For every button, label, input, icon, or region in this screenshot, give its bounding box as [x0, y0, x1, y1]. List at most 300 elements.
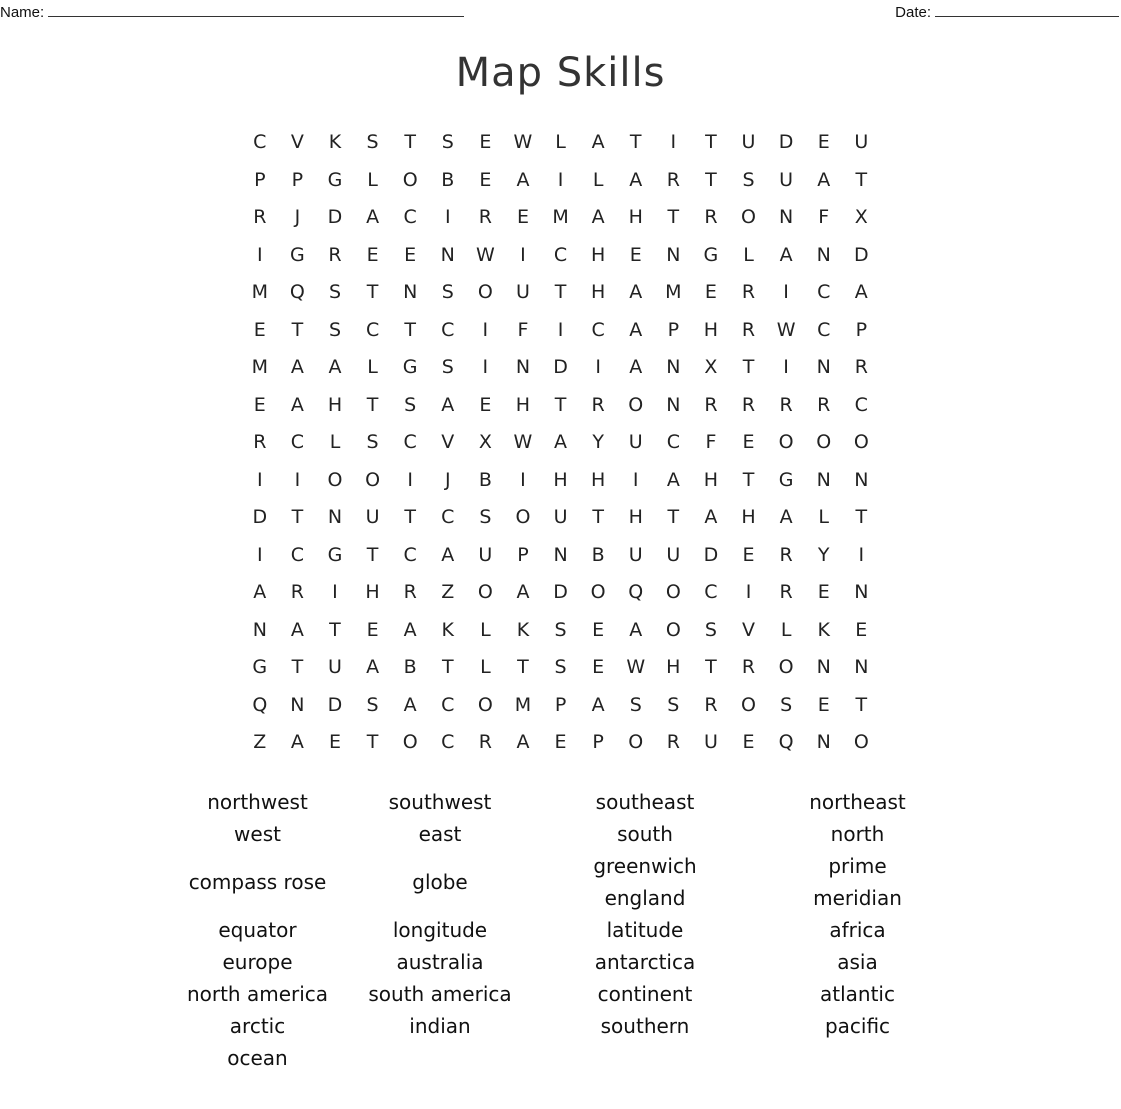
grid-letter: I — [520, 243, 526, 266]
grid-letter: O — [515, 506, 531, 528]
grid-row — [241, 312, 881, 350]
grid-letter: F — [517, 318, 529, 341]
grid-letter: L — [367, 356, 378, 378]
grid-letter: E — [855, 618, 868, 641]
grid-letter: V — [441, 431, 455, 453]
grid-letter: N — [403, 281, 418, 303]
grid-letter: A — [516, 581, 530, 603]
grid-row — [241, 349, 881, 387]
date-label: Date: — [895, 4, 931, 21]
grid-letter: P — [855, 318, 868, 341]
grid-letter: E — [328, 731, 341, 753]
grid-letter: E — [479, 393, 492, 416]
word-list-item — [160, 946, 355, 978]
grid-letter: G — [290, 243, 305, 266]
grid-letter: U — [854, 131, 869, 153]
grid-letter: S — [441, 356, 454, 378]
grid-letter: O — [327, 468, 343, 491]
grid-letter: F — [705, 431, 717, 453]
grid-letter: O — [853, 431, 869, 453]
word-row — [160, 946, 960, 978]
grid-letter: C — [817, 318, 831, 341]
grid-letter: Q — [778, 731, 794, 753]
grid-letter: R — [741, 281, 756, 303]
grid-letter: C — [365, 318, 380, 341]
grid-letter: N — [816, 656, 831, 678]
grid-letter: M — [665, 281, 682, 303]
grid-letter: B — [403, 656, 417, 678]
grid-letter: S — [404, 393, 417, 416]
grid-letter: P — [254, 168, 266, 191]
grid-letter: A — [591, 693, 605, 716]
word-list-item — [160, 978, 355, 1010]
word-text: northeast — [809, 790, 906, 814]
grid-letter: R — [741, 393, 756, 416]
grid-letter: P — [667, 318, 680, 341]
grid-letter: D — [778, 131, 794, 153]
word-list-item — [355, 850, 525, 914]
grid-row — [241, 124, 881, 162]
grid-letter: W — [513, 431, 533, 453]
grid-letter: T — [855, 168, 868, 191]
grid-letter: I — [858, 543, 865, 566]
word-text: east — [418, 822, 462, 846]
grid-letter: S — [554, 618, 567, 641]
grid-letter: O — [477, 581, 493, 603]
word-text: australia — [396, 950, 484, 974]
grid-letter: H — [553, 468, 568, 491]
grid-row — [241, 237, 881, 275]
word-list-item — [160, 1042, 355, 1074]
word-list-item — [355, 818, 525, 850]
word-text: ocean — [227, 1046, 288, 1070]
grid-letter: I — [332, 581, 338, 603]
grid-letter: N — [666, 393, 681, 416]
grid-letter: T — [404, 131, 416, 153]
grid-letter: C — [817, 281, 831, 303]
grid-letter: S — [441, 281, 454, 303]
grid-letter: O — [816, 431, 832, 453]
grid-letter: R — [478, 206, 492, 228]
grid-letter: O — [778, 656, 794, 678]
word-list-item — [355, 786, 525, 818]
grid-letter: T — [592, 506, 604, 528]
grid-letter: Q — [252, 693, 268, 716]
grid-letter: H — [590, 281, 606, 303]
grid-letter: A — [441, 393, 455, 416]
grid-letter: O — [402, 168, 418, 191]
word-list-item — [765, 946, 950, 978]
grid-letter: G — [778, 468, 794, 491]
grid-letter: L — [780, 618, 792, 641]
grid-letter: E — [817, 581, 830, 603]
word-text: north america — [186, 982, 329, 1006]
grid-letter: S — [667, 693, 680, 716]
grid-letter: I — [294, 468, 301, 491]
word-list-item — [765, 850, 950, 914]
grid-letter: L — [592, 168, 604, 191]
word-list-item — [765, 978, 950, 1010]
word-text: equator — [218, 918, 297, 942]
word-text: north — [830, 822, 885, 846]
grid-letter: W — [513, 131, 533, 153]
grid-letter: I — [745, 581, 752, 603]
grid-letter: R — [328, 243, 342, 266]
word-list-item — [765, 914, 950, 946]
grid-letter: A — [666, 468, 680, 491]
grid-letter: C — [666, 431, 680, 453]
grid-letter: R — [779, 543, 793, 566]
word-list-item — [160, 850, 355, 914]
grid-letter: O — [665, 581, 681, 603]
grid-letter: G — [252, 656, 268, 678]
word-text: africa — [829, 918, 886, 942]
grid-letter: I — [444, 206, 451, 228]
grid-letter: Q — [289, 281, 305, 303]
grid-letter: A — [516, 731, 530, 753]
grid-letter: E — [554, 731, 567, 753]
grid-letter: U — [553, 506, 568, 528]
grid-letter: H — [666, 656, 681, 678]
grid-letter: A — [441, 543, 455, 566]
word-list-item — [160, 818, 355, 850]
grid-letter: I — [482, 318, 489, 341]
word-list-item — [355, 946, 525, 978]
word-text: south america — [368, 982, 512, 1006]
grid-letter: J — [444, 468, 451, 491]
grid-letter: C — [441, 506, 455, 528]
grid-letter: I — [407, 468, 413, 491]
grid-letter: U — [628, 543, 643, 566]
grid-letter: P — [592, 731, 604, 753]
grid-letter: P — [291, 168, 304, 191]
grid-letter: E — [742, 731, 755, 753]
grid-letter: D — [853, 243, 869, 266]
grid-letter: A — [591, 206, 605, 228]
grid-letter: M — [514, 693, 532, 716]
word-text: southern — [600, 1014, 690, 1038]
grid-letter: R — [290, 581, 304, 603]
word-text: west — [234, 822, 281, 846]
grid-letter: S — [441, 131, 454, 153]
word-row — [160, 1042, 960, 1074]
word-list-item — [525, 978, 765, 1010]
grid-letter: L — [367, 168, 378, 191]
word-text: england — [604, 886, 686, 910]
word-text: greenwich — [593, 854, 697, 878]
grid-letter: H — [628, 206, 643, 228]
grid-letter: N — [327, 506, 343, 528]
grid-letter: C — [403, 206, 417, 228]
name-blank-line — [48, 4, 464, 17]
grid-letter: I — [520, 468, 526, 491]
word-list-item — [765, 786, 950, 818]
grid-letter: N — [290, 693, 305, 716]
grid-row — [241, 499, 881, 537]
grid-row — [241, 462, 881, 500]
grid-letter: N — [816, 731, 831, 753]
grid-letter: A — [403, 618, 417, 641]
grid-letter: S — [366, 431, 379, 453]
grid-letter: A — [516, 168, 530, 191]
grid-letter: B — [478, 468, 492, 491]
word-text: antarctica — [594, 950, 696, 974]
grid-letter: A — [629, 318, 643, 341]
grid-letter: S — [742, 168, 755, 191]
grid-letter: T — [742, 468, 755, 491]
grid-letter: T — [291, 656, 304, 678]
grid-letter: G — [402, 356, 418, 378]
grid-letter: N — [816, 356, 831, 378]
grid-letter: N — [515, 356, 531, 378]
grid-letter: E — [366, 618, 379, 641]
grid-letter: T — [441, 656, 454, 678]
grid-letter: N — [854, 656, 869, 678]
grid-letter: N — [252, 618, 267, 641]
grid-letter: E — [742, 431, 755, 453]
grid-letter: L — [743, 243, 754, 266]
word-row — [160, 978, 960, 1010]
grid-letter: E — [817, 693, 830, 716]
grid-letter: W — [626, 656, 646, 678]
grid-letter: T — [629, 131, 642, 153]
grid-letter: I — [557, 168, 564, 191]
grid-letter: H — [515, 393, 531, 416]
word-list — [160, 786, 960, 1074]
grid-letter: S — [554, 656, 567, 678]
grid-letter: T — [855, 506, 868, 528]
grid-letter: O — [365, 468, 381, 491]
grid-letter: A — [403, 693, 417, 716]
grid-letter: H — [327, 393, 343, 416]
grid-row — [241, 387, 881, 425]
grid-letter: L — [555, 131, 566, 153]
grid-letter: A — [817, 168, 831, 191]
grid-letter: U — [628, 431, 643, 453]
grid-letter: D — [553, 356, 568, 378]
grid-letter: N — [666, 356, 681, 378]
grid-letter: E — [516, 206, 529, 228]
grid-letter: E — [629, 243, 642, 266]
grid-letter: O — [477, 693, 493, 716]
grid-letter: A — [366, 206, 380, 228]
grid-row — [241, 687, 881, 725]
grid-letter: S — [328, 318, 342, 341]
grid-letter: T — [366, 731, 379, 753]
word-text: pacific — [824, 1014, 891, 1038]
grid-letter: A — [290, 393, 304, 416]
grid-letter: D — [327, 206, 343, 228]
grid-letter: K — [441, 618, 454, 641]
grid-letter: R — [666, 731, 680, 753]
grid-letter: G — [327, 168, 343, 191]
letter-grid — [241, 124, 881, 762]
grid-letter: E — [592, 618, 605, 641]
grid-letter: B — [591, 543, 605, 566]
grid-letter: I — [595, 356, 601, 378]
grid-letter: R — [817, 393, 831, 416]
grid-letter: H — [590, 468, 606, 491]
grid-letter: R — [704, 393, 718, 416]
grid-letter: C — [441, 693, 455, 716]
word-row — [160, 850, 960, 914]
grid-letter: O — [628, 731, 644, 753]
word-text: europe — [222, 950, 293, 974]
grid-letter: Y — [817, 543, 830, 566]
grid-letter: R — [253, 431, 267, 453]
grid-letter: E — [479, 168, 492, 191]
grid-letter: S — [704, 618, 717, 641]
grid-letter: E — [817, 131, 830, 153]
grid-letter: C — [403, 543, 417, 566]
grid-letter: C — [704, 581, 718, 603]
grid-letter: U — [703, 731, 718, 753]
word-list-item — [355, 978, 525, 1010]
grid-letter: U — [365, 506, 380, 528]
grid-letter: P — [554, 693, 567, 716]
grid-letter: T — [517, 656, 529, 678]
grid-letter: C — [441, 731, 455, 753]
word-text: northwest — [207, 790, 308, 814]
grid-letter: S — [328, 281, 342, 303]
grid-letter: I — [670, 131, 677, 153]
word-text: indian — [409, 1014, 471, 1038]
word-list-item — [160, 786, 355, 818]
word-text: longitude — [392, 918, 488, 942]
grid-letter: R — [741, 656, 756, 678]
grid-letter: A — [779, 243, 793, 266]
word-text: prime — [828, 854, 887, 878]
grid-letter: U — [666, 543, 681, 566]
grid-letter: E — [704, 281, 717, 303]
grid-letter: N — [854, 581, 869, 603]
grid-letter: D — [327, 693, 343, 716]
grid-letter: L — [818, 506, 829, 528]
word-text: asia — [837, 950, 878, 974]
grid-letter: A — [290, 356, 304, 378]
word-row — [160, 914, 960, 946]
grid-letter: T — [291, 506, 304, 528]
grid-letter: E — [253, 393, 266, 416]
grid-letter: H — [628, 506, 643, 528]
word-text: latitude — [606, 918, 684, 942]
grid-letter: A — [629, 168, 643, 191]
grid-row — [241, 612, 881, 650]
grid-letter: G — [703, 243, 719, 266]
word-list-item — [525, 1010, 765, 1042]
grid-letter: A — [290, 731, 304, 753]
grid-letter: A — [854, 281, 868, 303]
grid-letter: O — [402, 731, 418, 753]
grid-letter: O — [741, 693, 756, 716]
word-text: globe — [412, 870, 468, 894]
grid-letter: X — [854, 206, 868, 228]
grid-letter: A — [253, 581, 267, 603]
grid-letter: N — [440, 243, 455, 266]
grid-letter: M — [251, 356, 268, 378]
grid-letter: M — [251, 281, 268, 303]
word-list-item — [355, 914, 525, 946]
grid-letter: R — [779, 581, 793, 603]
grid-letter: N — [816, 468, 831, 491]
grid-letter: I — [632, 468, 639, 491]
grid-letter: T — [366, 281, 379, 303]
grid-letter: I — [783, 356, 789, 378]
grid-letter: T — [554, 393, 567, 416]
grid-letter: V — [290, 131, 304, 153]
word-list-item — [525, 786, 765, 818]
grid-letter: E — [742, 543, 755, 566]
grid-letter: O — [665, 618, 681, 641]
grid-letter: U — [741, 131, 756, 153]
grid-letter: A — [366, 656, 380, 678]
grid-letter: N — [816, 243, 831, 266]
grid-letter: U — [515, 281, 530, 303]
grid-letter: N — [779, 206, 794, 228]
grid-letter: T — [667, 506, 680, 528]
word-text: compass rose — [188, 870, 327, 894]
grid-letter: H — [703, 318, 719, 341]
grid-letter: O — [477, 281, 493, 303]
grid-letter: Z — [441, 581, 455, 603]
grid-letter: A — [629, 618, 643, 641]
grid-letter: N — [666, 243, 681, 266]
word-text: atlantic — [820, 982, 895, 1006]
grid-letter: H — [365, 581, 380, 603]
grid-letter: C — [403, 431, 417, 453]
grid-letter: H — [590, 243, 606, 266]
grid-letter: C — [253, 131, 267, 153]
grid-row — [241, 199, 881, 237]
grid-letter: S — [780, 693, 793, 716]
grid-letter: I — [256, 543, 263, 566]
grid-letter: F — [818, 206, 830, 228]
grid-letter: T — [705, 168, 717, 191]
grid-letter: R — [591, 393, 605, 416]
date-field — [895, 4, 1119, 21]
word-text: continent — [597, 982, 693, 1006]
grid-letter: S — [479, 506, 492, 528]
word-row — [160, 1010, 960, 1042]
grid-row — [241, 162, 881, 200]
grid-letter: Z — [253, 731, 267, 753]
grid-letter: E — [479, 131, 492, 153]
word-text: southwest — [388, 790, 492, 814]
grid-letter: A — [704, 506, 718, 528]
grid-letter: K — [516, 618, 530, 641]
grid-letter: T — [404, 318, 416, 341]
grid-row — [241, 724, 881, 762]
grid-letter: E — [366, 243, 379, 266]
grid-letter: U — [328, 656, 342, 678]
grid-letter: E — [253, 318, 266, 341]
grid-letter: I — [783, 281, 789, 303]
grid-row — [241, 537, 881, 575]
word-list-item — [525, 914, 765, 946]
grid-letter: C — [854, 393, 868, 416]
grid-letter: I — [482, 356, 489, 378]
grid-letter: P — [517, 543, 529, 566]
grid-letter: R — [704, 206, 718, 228]
grid-letter: D — [553, 581, 568, 603]
grid-letter: T — [554, 281, 567, 303]
grid-letter: O — [853, 731, 869, 753]
page-title: Map Skills — [455, 50, 666, 96]
grid-letter: T — [404, 506, 416, 528]
grid-letter: A — [629, 281, 643, 303]
word-text: south — [617, 822, 673, 846]
grid-letter: B — [441, 168, 455, 191]
